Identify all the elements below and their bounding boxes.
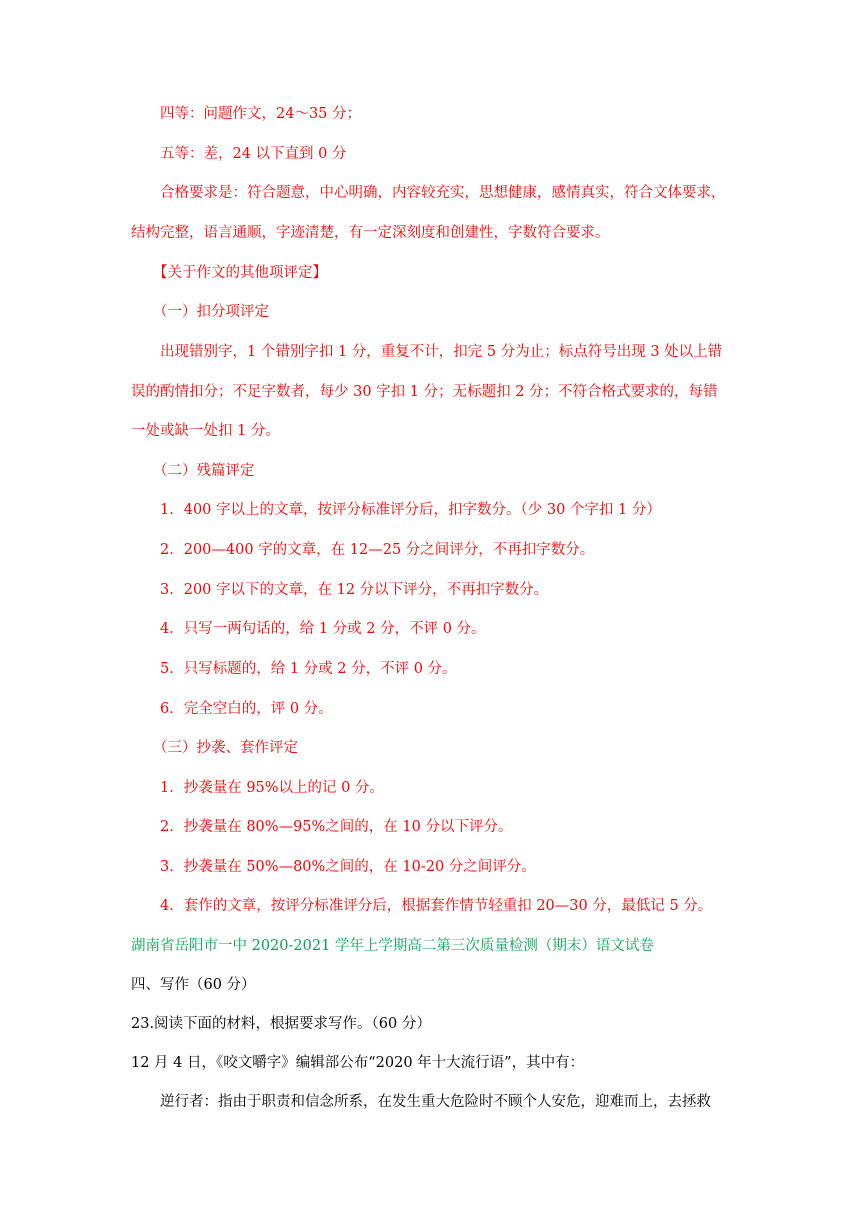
grade-five-line: 五等：差，24 以下直到 0 分: [160, 146, 347, 162]
other-items-heading: 【关于作文的其他项评定】: [153, 265, 327, 281]
incomplete-item-2: 2．200—400 字的文章，在 12—25 分之间评分，不再扣字数分。: [160, 542, 595, 558]
material-intro-line: 12 月 4 日，《咬文嚼字》编辑部公布“2020 年十大流行语”，其中有：: [131, 1055, 585, 1071]
incomplete-heading: （二）残篇评定: [153, 463, 255, 479]
deduction-line-3: 一处或缺一处扣 1 分。: [131, 423, 280, 439]
grade-four-line: 四等：问题作文，24～35 分；: [160, 106, 362, 122]
deduction-heading: （一）扣分项评定: [153, 304, 269, 320]
section-four-heading: 四、写作（60 分）: [131, 977, 256, 993]
incomplete-item-5: 5．只写标题的，给 1 分或 2 分，不评 0 分。: [160, 661, 457, 677]
incomplete-item-6: 6．完全空白的，评 0 分。: [160, 701, 333, 717]
plagiarism-heading: （三）抄袭、套作评定: [153, 740, 298, 756]
qualification-line-1: 合格要求是：符合题意，中心明确，内容较充实，思想健康，感情真实，符合文体要求，: [160, 185, 726, 201]
deduction-line-1: 出现错别字，1 个错别字扣 1 分，重复不计，扣完 5 分为止；标点符号出现 3 处以上错: [160, 344, 723, 360]
deduction-line-2: 误的酌情扣分；不足字数者，每少 30 字扣 1 分；无标题扣 2 分；不符合格式要求的，每错: [131, 384, 718, 400]
incomplete-item-3: 3．200 字以下的文章，在 12 分以下评分，不再扣字数分。: [160, 582, 549, 598]
question-23-prompt: 23.阅读下面的材料，根据要求写作。（60 分）: [131, 1016, 431, 1032]
qualification-line-2: 结构完整，语言通顺，字迹清楚，有一定深刻度和创建性，字数符合要求。: [131, 225, 610, 241]
plagiarism-item-1: 1．抄袭量在 95%以上的记 0 分。: [160, 780, 385, 796]
incomplete-item-1: 1．400 字以上的文章，按评分标准评分后，扣字数分。（少 30 个字扣 1 分）: [160, 502, 661, 518]
exam-source-title: 湖南省岳阳市一中 2020-2021 学年上学期高二第三次质量检测（期末）语文试卷: [131, 938, 654, 954]
material-definition-line: 逆行者：指由于职责和信念所系，在发生重大危险时不顾个人安危，迎难而上，去拯救: [160, 1094, 711, 1110]
plagiarism-item-4: 4．套作的文章，按评分标准评分后，根据套作情节轻重扣 20—30 分，最低记 5 分。: [160, 898, 713, 914]
plagiarism-item-3: 3．抄袭量在 50%—80%之间的，在 10-20 分之间评分。: [160, 859, 536, 875]
incomplete-item-4: 4．只写一两句话的，给 1 分或 2 分，不评 0 分。: [160, 621, 486, 637]
plagiarism-item-2: 2．抄袭量在 80%—95%之间的，在 10 分以下评分。: [160, 819, 513, 835]
